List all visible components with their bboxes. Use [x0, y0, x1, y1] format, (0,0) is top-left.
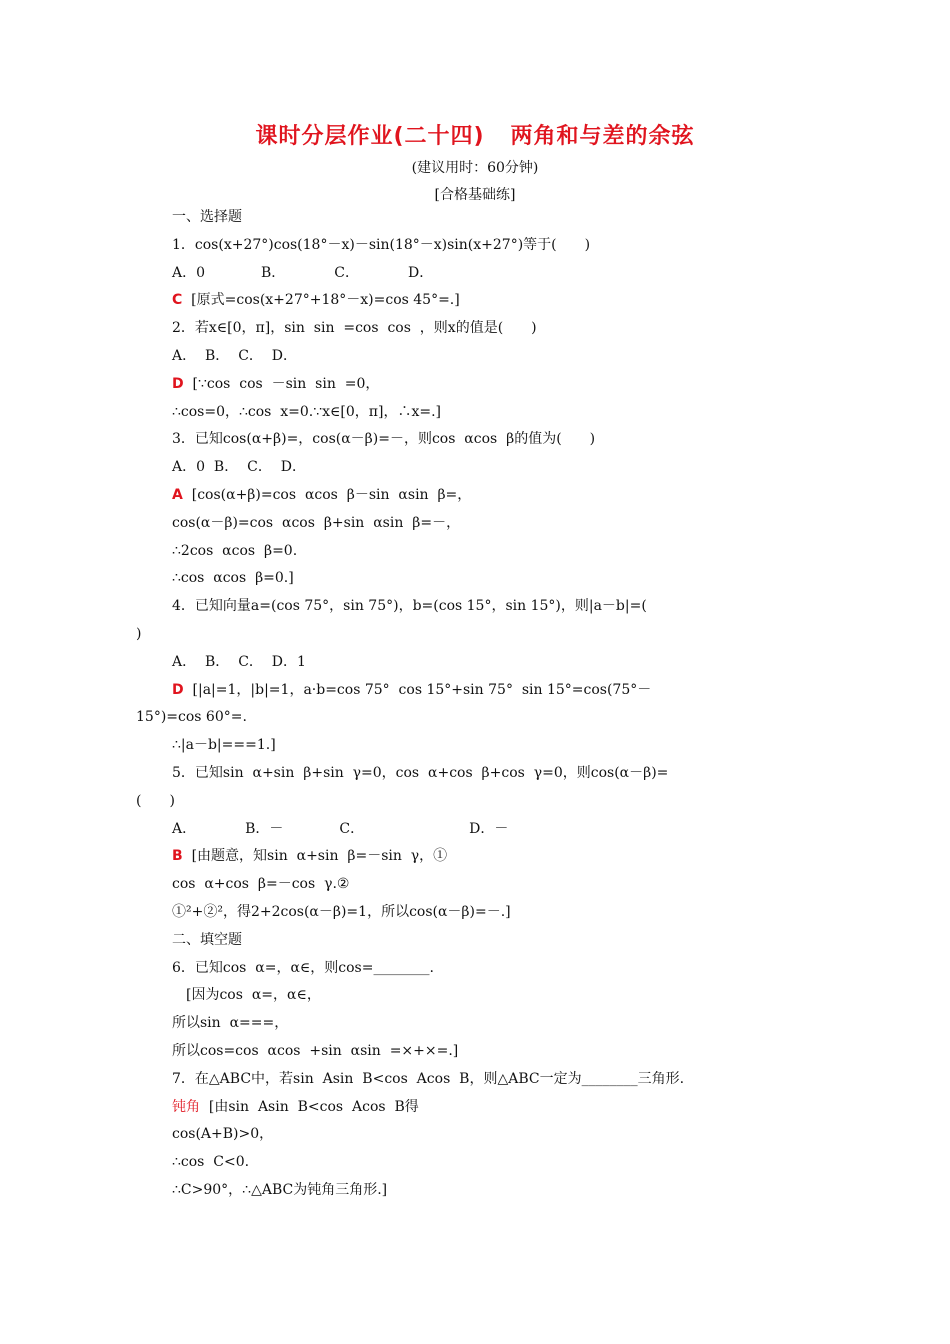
text-line [172, 1152, 249, 1172]
text-line [172, 958, 434, 978]
line-text: [由题意，知sin α+sin β=－sin γ，① [182, 848, 448, 865]
text-line [172, 235, 590, 255]
line-text: 7．在△ABC中，若sin Asin B<cos Acos B，则△ABC一定为________三角形. [172, 1070, 685, 1087]
line-text: 2．若x∈[0，π]，sin sin =cos cos ，则x的值是( ) [172, 320, 537, 337]
line-text: [|a|=1，|b|=1，a·b=cos 75° cos 15°+sin 75° sin 15°=cos(75°－ [183, 681, 652, 698]
line-text: A．0 B． C． D． [172, 264, 434, 281]
text-line [172, 763, 668, 783]
line-text: ∴cos=0，∴cos x=0.∵x∈[0，π]，∴x=.] [172, 403, 441, 420]
text-line [172, 1069, 684, 1089]
text-line [172, 1013, 288, 1033]
text-line [172, 902, 511, 922]
line-text: [∵cos cos －sin sin =0， [183, 375, 380, 392]
line-text: [cos(α+β)=cos αcos β－sin αsin β=， [182, 487, 472, 503]
line-text: 5．已知sin α+sin β+sin γ=0，cos α+cos β+cos γ=0，则cos(α－β)= [172, 765, 669, 781]
line-text: cos(α－β)=cos αcos β+sin αsin β=－， [172, 514, 461, 531]
text-line [172, 652, 306, 672]
text-line [172, 485, 471, 505]
answer-label: D [172, 375, 184, 392]
text-line [172, 568, 294, 588]
text-line [172, 346, 297, 366]
line-text: ∴cos αcos β=0.] [172, 570, 294, 587]
line-text: [因为cos α=，α∈， [186, 987, 321, 1004]
answer-label: 钝角 [172, 1098, 200, 1115]
section-tag: [合格基础练] [434, 187, 516, 203]
text-line [172, 596, 647, 616]
line-text: cos(A+B)>0， [172, 1126, 274, 1143]
line-text: ∴C>90°，∴△ABC为钝角三角形.] [172, 1182, 388, 1198]
line-text: 15°)=cos 60°=. [136, 709, 247, 726]
text-line [172, 735, 276, 755]
line-text: 所以cos=cos αcos +sin αsin =×+×=.] [172, 1043, 459, 1059]
line-text: 二、填空题 [172, 931, 242, 948]
text-line [186, 985, 321, 1005]
text-line [172, 846, 447, 866]
line-text: 一、选择题 [172, 209, 242, 225]
line-text: cos α+cos β=－cos γ.② [172, 876, 350, 893]
line-text: A． B． C． D． [172, 348, 298, 364]
text-line [172, 457, 306, 477]
text-line [172, 874, 349, 894]
text-line [172, 1124, 273, 1144]
line-text: 1．cos(x+27°)cos(18°－x)－sin(18°－x)sin(x+27°)等于( ) [172, 236, 591, 253]
line-text: ∴2cos αcos β=0. [172, 542, 298, 559]
text-line [172, 374, 379, 394]
text-line [172, 318, 537, 338]
text-line [172, 541, 297, 561]
text-line [172, 263, 433, 283]
line-text: ①²+②²，得2+2cos(α－β)=1，所以cos(α－β)=－.] [172, 904, 511, 920]
line-text: 所以sin α===， [172, 1015, 289, 1032]
text-line [172, 819, 508, 839]
line-text: A． B．－ C． D．－ [172, 820, 509, 837]
text-line [172, 930, 242, 950]
line-text: 6．已知cos α=，α∈，则cos=________. [172, 959, 434, 976]
text-line [172, 1097, 419, 1117]
text-line [172, 680, 651, 700]
line-text: [原式=cos(x+27°+18°－x)=cos 45°=.] [182, 292, 460, 309]
answer-label: B [172, 848, 183, 865]
line-text: [由sin Asin B<cos Acos B得 [200, 1098, 419, 1115]
text-line [172, 207, 242, 227]
text-line [136, 707, 247, 727]
answer-label: C [172, 292, 183, 309]
text-line [172, 513, 460, 533]
line-text: 4．已知向量a=(cos 75°，sin 75°)，b=(cos 15°，sin 15°)，则|a－b|=( [172, 598, 647, 615]
answer-label: D [172, 681, 184, 698]
text-line [172, 429, 595, 449]
page-title: 课时分层作业(二十四) 两角和与差的余弦 [255, 124, 695, 149]
text-line [172, 402, 441, 422]
time-note: (建议用时：60分钟) [411, 160, 539, 176]
line-text: ( ) [136, 792, 175, 809]
line-text: ) [136, 626, 142, 642]
line-text: 3．已知cos(α+β)=，cos(α－β)=－，则cos αcos β的值为( ) [172, 431, 596, 448]
text-line [172, 1180, 387, 1200]
line-text: A．0 B． C． D． [172, 459, 306, 476]
line-text: A． B． C． D．1 [172, 653, 306, 670]
text-line [172, 1041, 458, 1061]
answer-label: A [172, 487, 183, 503]
text-line [136, 624, 141, 644]
line-text: ∴|a－b|===1.] [172, 737, 276, 754]
text-line [136, 791, 175, 811]
line-text: ∴cos C<0. [172, 1154, 250, 1171]
text-line [172, 290, 460, 310]
